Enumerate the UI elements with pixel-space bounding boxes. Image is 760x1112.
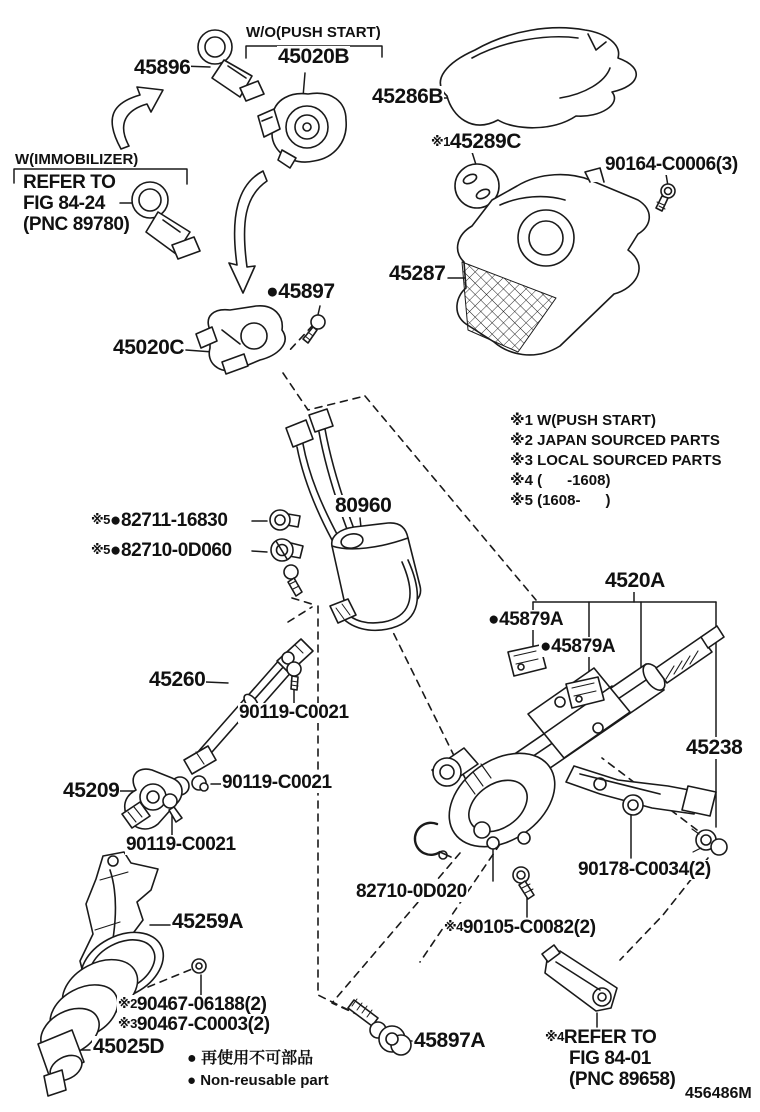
label-90467a	[117, 995, 268, 1015]
label-refer2-text: REFER TO	[563, 1027, 657, 1048]
part-45286b-drawing	[440, 28, 636, 128]
label-45025d: 45025D	[93, 1035, 165, 1058]
label-refer2-line3: (PNC 89658)	[569, 1069, 676, 1090]
label-82710b: 82710-0D020	[356, 881, 467, 902]
label-w-immobilizer: W(IMMOBILIZER)	[15, 151, 139, 168]
label-90105	[443, 918, 597, 938]
label-90467b-number: 90467-C0003(2)	[136, 1014, 270, 1035]
part-90164-drawing	[656, 184, 675, 211]
part-80960-drawing	[286, 409, 421, 630]
label-refer2-line1	[544, 1028, 657, 1048]
label-45020c: 45020C	[113, 336, 185, 359]
part-fig8401-drawing	[542, 945, 617, 1011]
label-82711	[90, 511, 229, 531]
part-4520a-drawing	[432, 626, 727, 866]
note-mark-2: ※2	[118, 996, 137, 1011]
part-82710b-drawing	[415, 823, 451, 859]
arrow-down-icon	[229, 171, 267, 293]
label-82711-number: ●82711-16830	[109, 510, 228, 531]
label-refer1-line1: REFER TO	[23, 172, 116, 193]
label-45209: 45209	[63, 779, 120, 802]
legend-note-3: ※3 LOCAL SOURCED PARTS	[510, 452, 722, 469]
label-90119-2: 90119-C0021	[222, 772, 332, 793]
part-45020c-drawing	[196, 306, 285, 374]
legend-nonreusable-jp: ● 再使用不可部品	[187, 1050, 314, 1067]
label-80960: 80960	[335, 494, 392, 517]
label-90119-3: 90119-C0021	[126, 834, 236, 855]
part-clamps-drawing	[270, 510, 303, 596]
label-45259a: 45259A	[172, 910, 244, 933]
label-82710a	[90, 541, 233, 561]
note-mark-4a: ※4	[444, 919, 463, 934]
label-90119-1: 90119-C0021	[239, 702, 349, 723]
figure-code: 456486M	[685, 1085, 752, 1102]
label-90164: 90164-C0006(3)	[605, 154, 738, 175]
part-45897-drawing	[303, 315, 325, 343]
label-refer2-line2: FIG 84-01	[569, 1048, 651, 1069]
note-mark-5a: ※5	[91, 512, 110, 527]
label-45289c	[430, 131, 522, 153]
label-45879a-1: ●45879A	[488, 609, 564, 630]
label-45286b: 45286B	[372, 85, 444, 108]
note-mark-5b: ※5	[91, 542, 110, 557]
label-45897a: 45897A	[414, 1029, 486, 1052]
label-45897: ●45897	[266, 280, 335, 303]
label-4520a: 4520A	[605, 569, 665, 592]
label-45879a-2: ●45879A	[540, 636, 616, 657]
label-90178: 90178-C0034(2)	[578, 859, 711, 880]
legend-note-1: ※1 W(PUSH START)	[510, 412, 656, 429]
label-45896: 45896	[134, 56, 191, 79]
label-45238: 45238	[686, 736, 743, 759]
part-90105-drawing	[513, 867, 534, 899]
part-45209-drawing	[122, 746, 216, 829]
label-45287: 45287	[389, 262, 446, 285]
label-90467a-number: 90467-06188(2)	[136, 994, 267, 1015]
note-mark-4b: ※4	[545, 1029, 564, 1044]
label-90467b	[117, 1015, 271, 1035]
label-45289c-number: 45289C	[449, 130, 522, 153]
label-82710a-number: ●82710-0D060	[109, 540, 232, 561]
arrow-up-icon	[112, 87, 163, 149]
legend-note-4: ※4 ( -1608)	[510, 472, 611, 489]
label-45260: 45260	[149, 668, 206, 691]
legend-nonreusable-en: ● Non-reusable part	[187, 1072, 329, 1089]
label-90105-number: 90105-C0082(2)	[462, 917, 596, 938]
part-45260-drawing	[197, 639, 313, 760]
note-mark-1: ※1	[431, 134, 450, 149]
label-wo-push-start: W/O(PUSH START)	[246, 24, 381, 41]
label-refer1-line3: (PNC 89780)	[23, 214, 130, 235]
legend-note-5: ※5 (1608- )	[510, 492, 611, 509]
note-mark-3: ※3	[118, 1016, 137, 1031]
label-45020b: 45020B	[278, 45, 350, 68]
part-45897a-drawing	[348, 999, 411, 1055]
legend-note-2: ※2 JAPAN SOURCED PARTS	[510, 432, 720, 449]
label-refer1-line2: FIG 84-24	[23, 193, 105, 214]
part-45020b-drawing	[258, 93, 346, 168]
part-immobilizer-drawing	[132, 182, 200, 259]
